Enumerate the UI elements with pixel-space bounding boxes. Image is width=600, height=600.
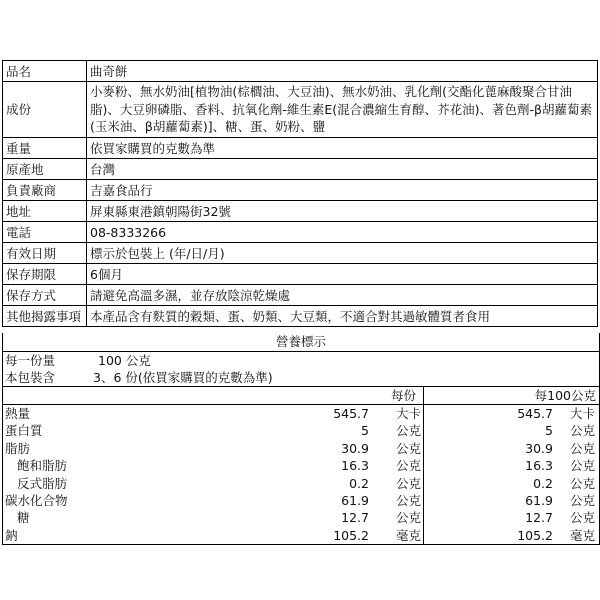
nutrition-rows bbox=[3, 405, 599, 544]
per-100g-unit: 公克 bbox=[569, 440, 595, 456]
nutrient-name: 鈉 bbox=[5, 527, 18, 543]
nutrition-facts-panel bbox=[2, 333, 600, 545]
column-divider bbox=[423, 387, 424, 404]
info-value: 曲奇餅 bbox=[87, 61, 598, 82]
per-100g-unit: 公克 bbox=[569, 492, 595, 508]
per-serving-unit: 公克 bbox=[395, 510, 421, 526]
nutrition-row bbox=[3, 405, 599, 422]
info-value: 6個月 bbox=[87, 264, 598, 285]
servings-label: 本包裝含 bbox=[5, 370, 56, 385]
per-100g-value: 12.7 bbox=[525, 510, 553, 526]
nutrition-title: 營養標示 bbox=[3, 333, 599, 352]
info-label: 有效日期 bbox=[3, 243, 87, 264]
per-100g-value: 105.2 bbox=[517, 527, 553, 543]
info-value: 08-8333266 bbox=[87, 222, 598, 243]
per-serving-value: 0.2 bbox=[349, 475, 369, 491]
info-value: 標示於包裝上 (年/日/月) bbox=[87, 243, 598, 264]
per-serving-value: 545.7 bbox=[333, 406, 369, 421]
info-label: 電話 bbox=[3, 222, 87, 243]
info-row bbox=[3, 243, 598, 264]
info-value: 屏東縣東港鎮朝陽街32號 bbox=[87, 201, 598, 222]
per-100g-unit: 公克 bbox=[569, 475, 595, 491]
product-info-table bbox=[2, 60, 598, 327]
info-value: 吉嘉食品行 bbox=[87, 180, 598, 201]
per-serving-header: 每份 bbox=[390, 388, 416, 403]
nutrient-name: 碳水化合物 bbox=[5, 492, 68, 508]
info-row bbox=[3, 264, 598, 285]
info-value: 請避免高溫多濕，並存放陰涼乾燥處 bbox=[87, 285, 598, 306]
nutrition-row bbox=[3, 475, 599, 492]
info-label: 成份 bbox=[3, 82, 87, 138]
per-100g-value: 5 bbox=[545, 423, 553, 439]
info-label: 地址 bbox=[3, 201, 87, 222]
info-row bbox=[3, 285, 598, 306]
info-value: 台灣 bbox=[87, 159, 598, 180]
per-100g-value: 30.9 bbox=[525, 440, 553, 456]
nutrition-column-header bbox=[3, 386, 599, 405]
per-100g-value: 61.9 bbox=[525, 492, 553, 508]
info-row bbox=[3, 306, 598, 327]
info-label: 保存期限 bbox=[3, 264, 87, 285]
info-label: 其他揭露事項 bbox=[3, 306, 87, 327]
per-serving-value: 30.9 bbox=[341, 440, 369, 456]
info-row bbox=[3, 222, 598, 243]
per-serving-unit: 大卡 bbox=[395, 406, 421, 421]
info-row bbox=[3, 180, 598, 201]
info-label: 負責廠商 bbox=[3, 180, 87, 201]
per-100g-unit: 公克 bbox=[569, 510, 595, 526]
per-100g-unit: 公克 bbox=[569, 458, 595, 474]
info-row bbox=[3, 82, 598, 138]
per-serving-value: 12.7 bbox=[341, 510, 369, 526]
info-row bbox=[3, 61, 598, 82]
nutrient-name: 飽和脂肪 bbox=[17, 458, 68, 474]
info-label: 重量 bbox=[3, 138, 87, 159]
product-label-sheet bbox=[0, 60, 600, 546]
per-serving-unit: 公克 bbox=[395, 492, 421, 508]
nutrition-row bbox=[3, 440, 599, 457]
per-100g-header: 每100公克 bbox=[534, 388, 596, 403]
per-serving-value: 61.9 bbox=[341, 492, 369, 508]
nutrient-name: 熱量 bbox=[5, 406, 31, 421]
nutrition-row bbox=[3, 422, 599, 439]
nutrient-name: 糖 bbox=[17, 510, 30, 526]
per-serving-value: 16.3 bbox=[341, 458, 369, 474]
per-100g-unit: 大卡 bbox=[569, 406, 595, 421]
serving-size-value: 100 公克 bbox=[98, 353, 151, 368]
info-row bbox=[3, 159, 598, 180]
per-100g-value: 545.7 bbox=[517, 406, 553, 421]
per-serving-unit: 毫克 bbox=[395, 527, 421, 543]
info-value: 本產品含有麩質的穀類、蛋、奶類、大豆類，不適合對其過敏體質者食用 bbox=[87, 306, 598, 327]
per-serving-unit: 公克 bbox=[395, 423, 421, 439]
info-row bbox=[3, 138, 598, 159]
nutrition-row bbox=[3, 509, 599, 526]
nutrition-row bbox=[3, 492, 599, 509]
nutrient-name: 脂肪 bbox=[5, 440, 31, 456]
per-100g-value: 16.3 bbox=[525, 458, 553, 474]
per-serving-unit: 公克 bbox=[395, 440, 421, 456]
per-serving-value: 5 bbox=[361, 423, 369, 439]
info-label: 原產地 bbox=[3, 159, 87, 180]
per-100g-unit: 公克 bbox=[569, 423, 595, 439]
nutrition-row bbox=[3, 457, 599, 474]
per-100g-unit: 毫克 bbox=[569, 527, 595, 543]
per-serving-value: 105.2 bbox=[333, 527, 369, 543]
info-label: 品名 bbox=[3, 61, 87, 82]
nutrient-name: 蛋白質 bbox=[5, 423, 43, 439]
per-100g-value: 0.2 bbox=[533, 475, 553, 491]
servings-per-pack-line bbox=[3, 369, 599, 386]
per-serving-unit: 公克 bbox=[395, 458, 421, 474]
nutrient-name: 反式脂肪 bbox=[17, 475, 68, 491]
serving-size-line bbox=[3, 352, 599, 369]
serving-size-label: 每一份量 bbox=[5, 353, 56, 368]
info-row bbox=[3, 201, 598, 222]
info-value: 小麥粉、無水奶油[植物油(棕櫚油、大豆油)、無水奶油、乳化劑(交酯化蓖麻酸聚合甘油脂)、大豆卵磷脂、香料、抗氧化劑-維生素E(混合濃縮生育醇、芥花油)、著色劑-β胡蘿蔔素(玉米油、β胡蘿蔔素)]、糖、蛋、奶粉、鹽 bbox=[87, 82, 598, 138]
servings-value: 3、6 份(依買家購買的克數為準) bbox=[93, 370, 273, 385]
nutrition-row bbox=[3, 527, 599, 544]
per-serving-unit: 公克 bbox=[395, 475, 421, 491]
info-label: 保存方式 bbox=[3, 285, 87, 306]
info-value: 依買家購買的克數為準 bbox=[87, 138, 598, 159]
